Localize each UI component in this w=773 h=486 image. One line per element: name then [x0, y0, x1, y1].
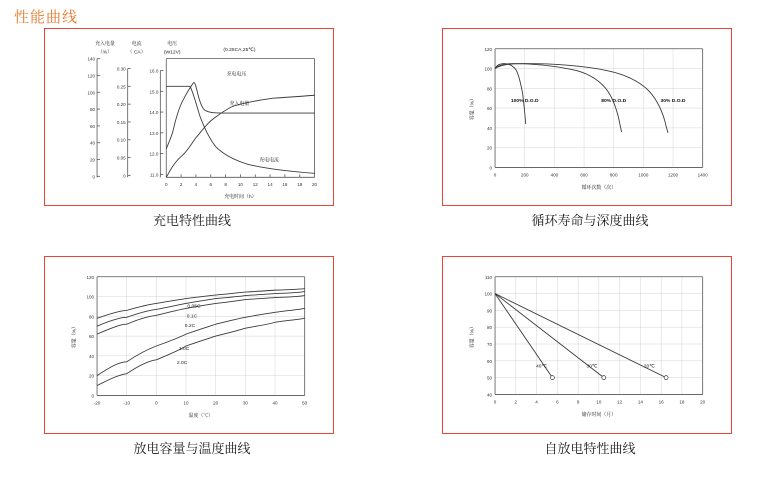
svg-text:100: 100	[87, 90, 96, 96]
svg-text:70: 70	[487, 341, 493, 347]
xaxis-ticks	[165, 174, 318, 187]
svg-text:0: 0	[493, 172, 497, 178]
chart-caption: 充电特性曲线	[152, 213, 231, 228]
xaxis-ticks	[494, 172, 708, 177]
svg-text:1000: 1000	[638, 172, 649, 178]
svg-text:90: 90	[487, 308, 493, 314]
chart-caption: 放电容量与温度曲线	[133, 441, 251, 456]
svg-text:0: 0	[489, 165, 493, 171]
curve-charge-current	[166, 86, 314, 173]
svg-text:0.30: 0.30	[116, 66, 126, 72]
annotation-dod-30: 30% D.O.D	[660, 99, 686, 105]
svg-text:4: 4	[194, 182, 198, 188]
series-label-charge-capacity: 充入电量	[229, 102, 250, 108]
svg-text:4: 4	[535, 399, 538, 405]
svg-text:20: 20	[487, 145, 493, 151]
svg-text:20: 20	[89, 373, 95, 379]
svg-text:14: 14	[637, 399, 643, 405]
chart-svg-capacity-temperature	[45, 257, 333, 433]
curve-0-05c	[97, 289, 305, 319]
chart-card-self-discharge	[420, 256, 760, 471]
xaxis-label: 充电时间（h）	[224, 195, 257, 201]
yaxis-voltage-ticks	[150, 69, 164, 178]
svg-text:12.0: 12.0	[149, 151, 159, 157]
svg-text:8: 8	[576, 399, 580, 405]
svg-text:12: 12	[252, 182, 258, 188]
gridlines	[97, 277, 305, 396]
chart-svg-cycle-life	[443, 29, 731, 205]
svg-text:16.0: 16.0	[149, 68, 159, 74]
gridlines	[495, 277, 703, 395]
curve-2-0c	[97, 318, 305, 385]
yaxis-ticks	[485, 275, 493, 398]
svg-text:0: 0	[155, 400, 158, 406]
svg-text:10: 10	[596, 399, 602, 405]
yaxis-label: 容量（%）	[72, 324, 78, 349]
svg-text:20: 20	[312, 182, 318, 188]
svg-text:80: 80	[487, 86, 493, 92]
svg-text:0.10: 0.10	[116, 137, 126, 143]
curve-dod-100	[495, 64, 526, 124]
header-current: 电流	[131, 41, 142, 47]
svg-text:0: 0	[164, 182, 168, 188]
svg-text:50: 50	[487, 375, 493, 381]
svg-text:110: 110	[484, 274, 493, 280]
chart-card-cycle-life	[420, 28, 760, 243]
series-label-20c: 20℃	[643, 364, 655, 370]
charts-grid	[0, 28, 773, 486]
header-current-unit: （ CA）	[127, 50, 146, 56]
svg-text:60: 60	[487, 106, 493, 112]
annotation-dod-80: 80% D.O.D	[601, 99, 627, 105]
series-label-0-1c: 0.1C	[186, 314, 198, 320]
page-title: 性能曲线	[14, 9, 79, 26]
svg-text:140: 140	[87, 56, 96, 62]
svg-text:0: 0	[123, 173, 126, 179]
svg-text:30: 30	[242, 400, 248, 406]
curve-0-2c	[97, 296, 305, 335]
svg-text:0.20: 0.20	[116, 102, 126, 108]
endpoint-30c	[602, 376, 606, 380]
svg-text:12: 12	[617, 399, 623, 405]
chart-svg-charge-characteristics	[45, 29, 333, 205]
svg-text:13.0: 13.0	[149, 130, 159, 136]
svg-text:0.25: 0.25	[116, 84, 126, 90]
svg-text:8: 8	[224, 182, 227, 188]
svg-text:100: 100	[86, 294, 95, 300]
yaxis-current-ticks	[117, 67, 131, 179]
svg-text:120: 120	[86, 274, 95, 280]
svg-text:80: 80	[90, 107, 96, 113]
chart-svg-self-discharge	[443, 257, 731, 433]
endpoint-40c	[550, 376, 554, 380]
svg-text:80: 80	[487, 325, 493, 331]
series-label-0-2c: 0.2C	[184, 324, 196, 330]
svg-text:20: 20	[700, 399, 706, 405]
endpoint-20c	[664, 376, 668, 380]
svg-text:40: 40	[89, 353, 95, 359]
header-voltage-unit: (W12V)	[163, 50, 181, 56]
svg-text:2: 2	[514, 399, 518, 405]
svg-text:120: 120	[87, 73, 96, 79]
svg-text:10: 10	[183, 400, 189, 406]
svg-text:18: 18	[297, 182, 303, 188]
chart-frame	[442, 256, 732, 434]
svg-text:20: 20	[90, 157, 96, 163]
curve-charge-capacity	[166, 95, 314, 177]
chart-card-capacity-temperature	[22, 256, 362, 471]
chart-frame	[44, 256, 334, 434]
curve-1-0c	[97, 308, 305, 375]
series-label-40c: 40℃	[535, 364, 548, 370]
svg-text:0: 0	[92, 174, 96, 180]
svg-text:0.05: 0.05	[116, 155, 126, 161]
svg-text:80: 80	[89, 314, 95, 320]
svg-text:14: 14	[267, 182, 273, 188]
svg-text:600: 600	[580, 172, 588, 178]
svg-text:0.15: 0.15	[116, 119, 126, 125]
svg-text:100: 100	[484, 66, 493, 72]
svg-text:40: 40	[487, 392, 493, 398]
gridlines	[495, 49, 703, 168]
svg-text:100: 100	[484, 291, 493, 297]
xaxis-label: 温度（℃）	[188, 414, 214, 420]
yaxis-label: 容量（%）	[470, 96, 476, 121]
series-label-30c: 30℃	[586, 364, 598, 370]
xaxis-label: 循环次数（次）	[581, 186, 617, 192]
series-label-charge-voltage: 充电电压	[226, 72, 247, 78]
svg-text:2: 2	[179, 182, 183, 188]
yaxis-label: 容量（%）	[470, 324, 476, 349]
svg-text:16: 16	[658, 399, 664, 405]
chart-caption: 循环寿命与深度曲线	[531, 213, 649, 228]
series-label-0-05c: 0.05C	[187, 304, 201, 310]
svg-text:-20: -20	[93, 400, 101, 406]
svg-text:50: 50	[302, 400, 308, 406]
chart-caption: 自放电特性曲线	[544, 441, 636, 456]
svg-text:0: 0	[91, 393, 95, 399]
svg-text:14.0: 14.0	[149, 110, 159, 116]
xaxis-ticks	[94, 400, 308, 405]
yaxis-ticks	[485, 47, 493, 171]
curve-charge-voltage	[166, 83, 314, 149]
svg-text:18: 18	[679, 399, 685, 405]
svg-text:1400: 1400	[697, 172, 708, 178]
svg-text:60: 60	[487, 358, 493, 364]
svg-text:16: 16	[282, 182, 288, 188]
svg-text:120: 120	[484, 46, 493, 52]
svg-text:60: 60	[90, 123, 96, 129]
svg-text:1200: 1200	[667, 172, 679, 178]
yaxis-ticks	[87, 275, 95, 399]
xaxis-label: 储存时间（月）	[581, 413, 617, 419]
svg-text:40: 40	[487, 125, 493, 131]
svg-text:200: 200	[520, 172, 529, 178]
series-label-1-0c: 1.0C	[178, 346, 190, 352]
series-label-2-0c: 2.0C	[176, 360, 188, 366]
chart-frame	[442, 28, 732, 206]
svg-text:15.0: 15.0	[149, 89, 159, 95]
svg-text:800: 800	[609, 172, 618, 178]
svg-text:40: 40	[90, 140, 96, 146]
svg-text:40: 40	[272, 400, 278, 406]
svg-text:20: 20	[213, 400, 219, 406]
series-label-charge-current: 充电电流	[259, 158, 279, 164]
chart-card-charge-characteristics	[22, 28, 362, 243]
svg-text:11.0: 11.0	[149, 172, 159, 178]
svg-text:0: 0	[493, 399, 497, 405]
yaxis-capacity-ticks	[88, 57, 101, 180]
curve-dod-80	[495, 64, 622, 132]
svg-text:400: 400	[550, 172, 559, 178]
chart-frame	[44, 28, 334, 206]
svg-text:6: 6	[556, 399, 559, 405]
svg-text:6: 6	[209, 182, 213, 188]
header-capacity-unit: （%）	[97, 50, 113, 56]
header-voltage: 电压	[167, 41, 178, 47]
xaxis-ticks	[494, 399, 706, 404]
annotation-dod-100: 100% D.O.D	[510, 99, 539, 105]
svg-text:60: 60	[89, 334, 95, 340]
svg-text:-10: -10	[123, 400, 130, 406]
svg-text:10: 10	[237, 182, 243, 188]
header-capacity: 充入电量	[95, 41, 115, 47]
chart-annotation: (0.25CA,25℃)	[223, 47, 256, 53]
